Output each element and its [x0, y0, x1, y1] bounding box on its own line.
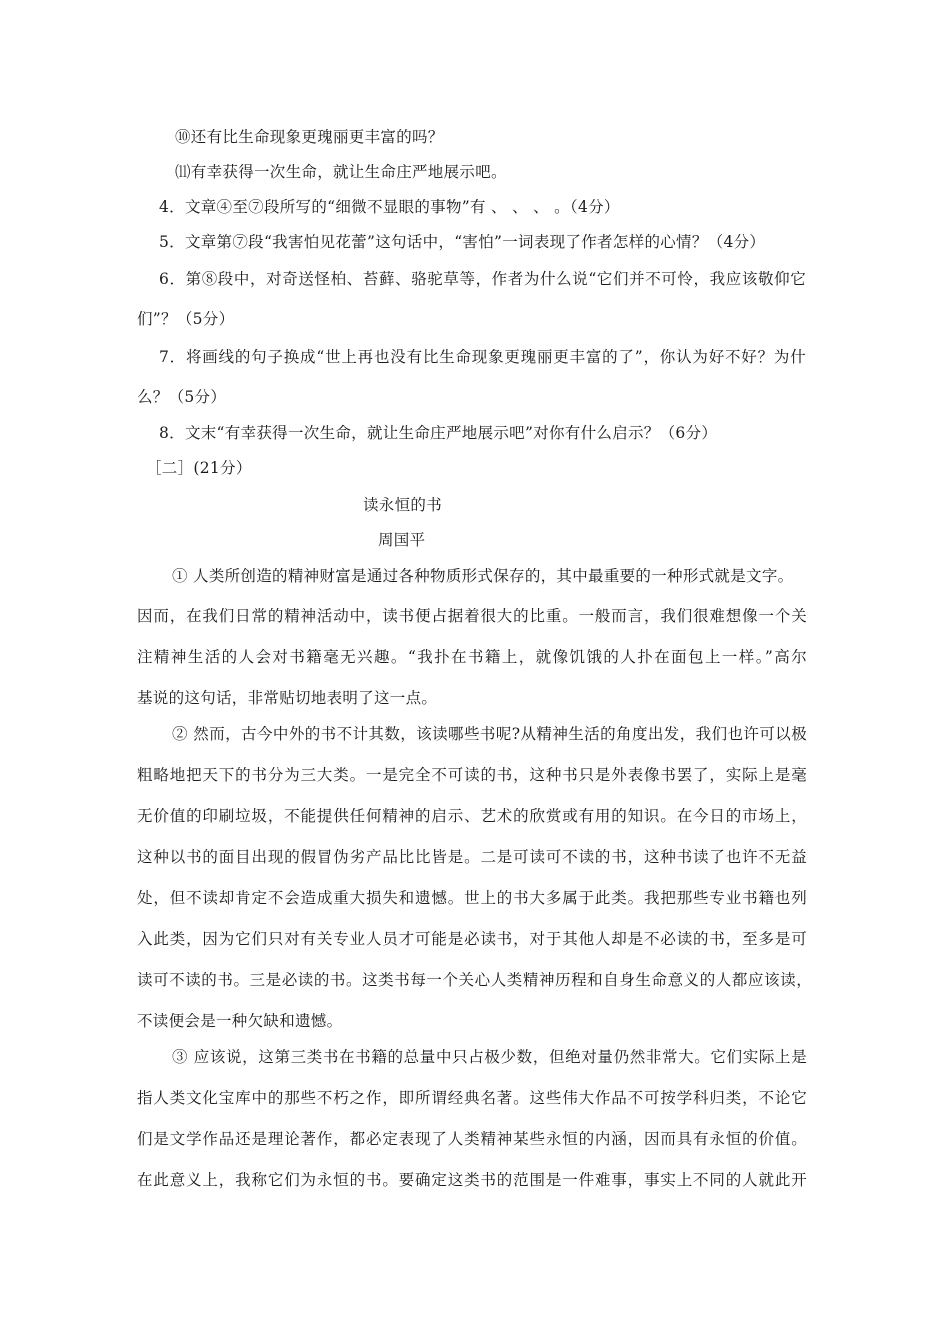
- paragraph-line: 无价值的印刷垃圾，不能提供任何精神的启示、艺术的欣赏或有用的知识。在今日的市场上，: [137, 807, 807, 825]
- paragraph-line: 因而，在我们日常的精神活动中，读书便占据着很大的比重。一般而言，我们很难想像一个关: [137, 607, 807, 625]
- paragraph-line: 基说的这句话，非常贴切地表明了这一点。: [137, 689, 438, 707]
- question-8: 8．文末“有幸获得一次生命，就让生命庄严地展示吧”对你有什么启示？（6分）: [159, 424, 718, 442]
- text-line: 们”？（5分）: [137, 310, 235, 328]
- paragraph-line: 注精神生活的人会对书籍毫无兴趣。“我扑在书籍上，就像饥饿的人扑在面包上一样。”高尔: [137, 648, 807, 666]
- text-line: ⑩还有比生命现象更瑰丽更丰富的吗？: [175, 128, 444, 146]
- question-7: 7．将画线的句子换成“世上再也没有比生命现象更瑰丽更丰富的了”，你认为好不好？为什: [159, 348, 806, 366]
- paragraph-line: ② 然而，古今中外的书不计其数，该读哪些书呢?从精神生活的角度出发，我们也许可以极: [172, 725, 807, 743]
- article-author: 周国平: [378, 531, 426, 549]
- paragraph-line: 不读便会是一种欠缺和遗憾。: [137, 1012, 343, 1030]
- text-line: ⑾有幸获得一次生命，就让生命庄严地展示吧。: [175, 163, 507, 181]
- paragraph-line: 们是文学作品还是理论著作，都必定表现了人类精神某些永恒的内涵，因而具有永恒的价值。: [137, 1130, 807, 1148]
- paragraph-line: 这种以书的面目出现的假冒伪劣产品比比皆是。二是可读可不读的书，这种书读了也许不无益: [137, 848, 807, 866]
- paragraph-line: 指人类文化宝库中的那些不朽之作，即所谓经典名著。这些伟大作品不可按学科归类，不论它: [137, 1089, 807, 1107]
- question-4: 4．文章④至⑦段所写的“细微不显眼的事物”有 、 、 、 。（4分）: [159, 198, 620, 216]
- paragraph-line: ③ 应该说，这第三类书在书籍的总量中只占极少数，但绝对量仍然非常大。它们实际上是: [172, 1048, 807, 1066]
- paragraph-line: 粗略地把天下的书分为三大类。一是完全不可读的书，这种书只是外表像书罢了，实际上是毫: [137, 766, 807, 784]
- question-5: 5．文章第⑦段“我害怕见花蕾”这句话中，“害怕”一词表现了作者怎样的心情？（4分）: [159, 233, 766, 251]
- article-title: 读永恒的书: [363, 496, 443, 514]
- question-6: 6．第⑧段中，对奇送怪柏、苔藓、骆驼草等，作者为什么说“它们并不可怜，我应该敬仰它: [159, 270, 806, 288]
- paragraph-line: 处，但不读却肯定不会造成重大损失和遗憾。世上的书大多属于此类。我把那些专业书籍也列: [137, 889, 807, 907]
- paragraph-line: 在此意义上，我称它们为永恒的书。要确定这类书的范围是一件难事，事实上不同的人就此开: [137, 1171, 807, 1189]
- section-heading: ［二］(21分）: [146, 459, 252, 477]
- text-line: 么？（5分）: [137, 388, 227, 406]
- paragraph-line: 读可不读的书。三是必读的书。这类书每一个关心人类精神历程和自身生命意义的人都应该读，: [137, 971, 812, 989]
- paragraph-line: ① 人类所创造的精神财富是通过各种物质形式保存的，其中最重要的一种形式就是文字。: [172, 567, 794, 585]
- paragraph-line: 入此类，因为它们只对有关专业人员才可能是必读书，对于其他人却是不必读的书，至多是可: [137, 930, 807, 948]
